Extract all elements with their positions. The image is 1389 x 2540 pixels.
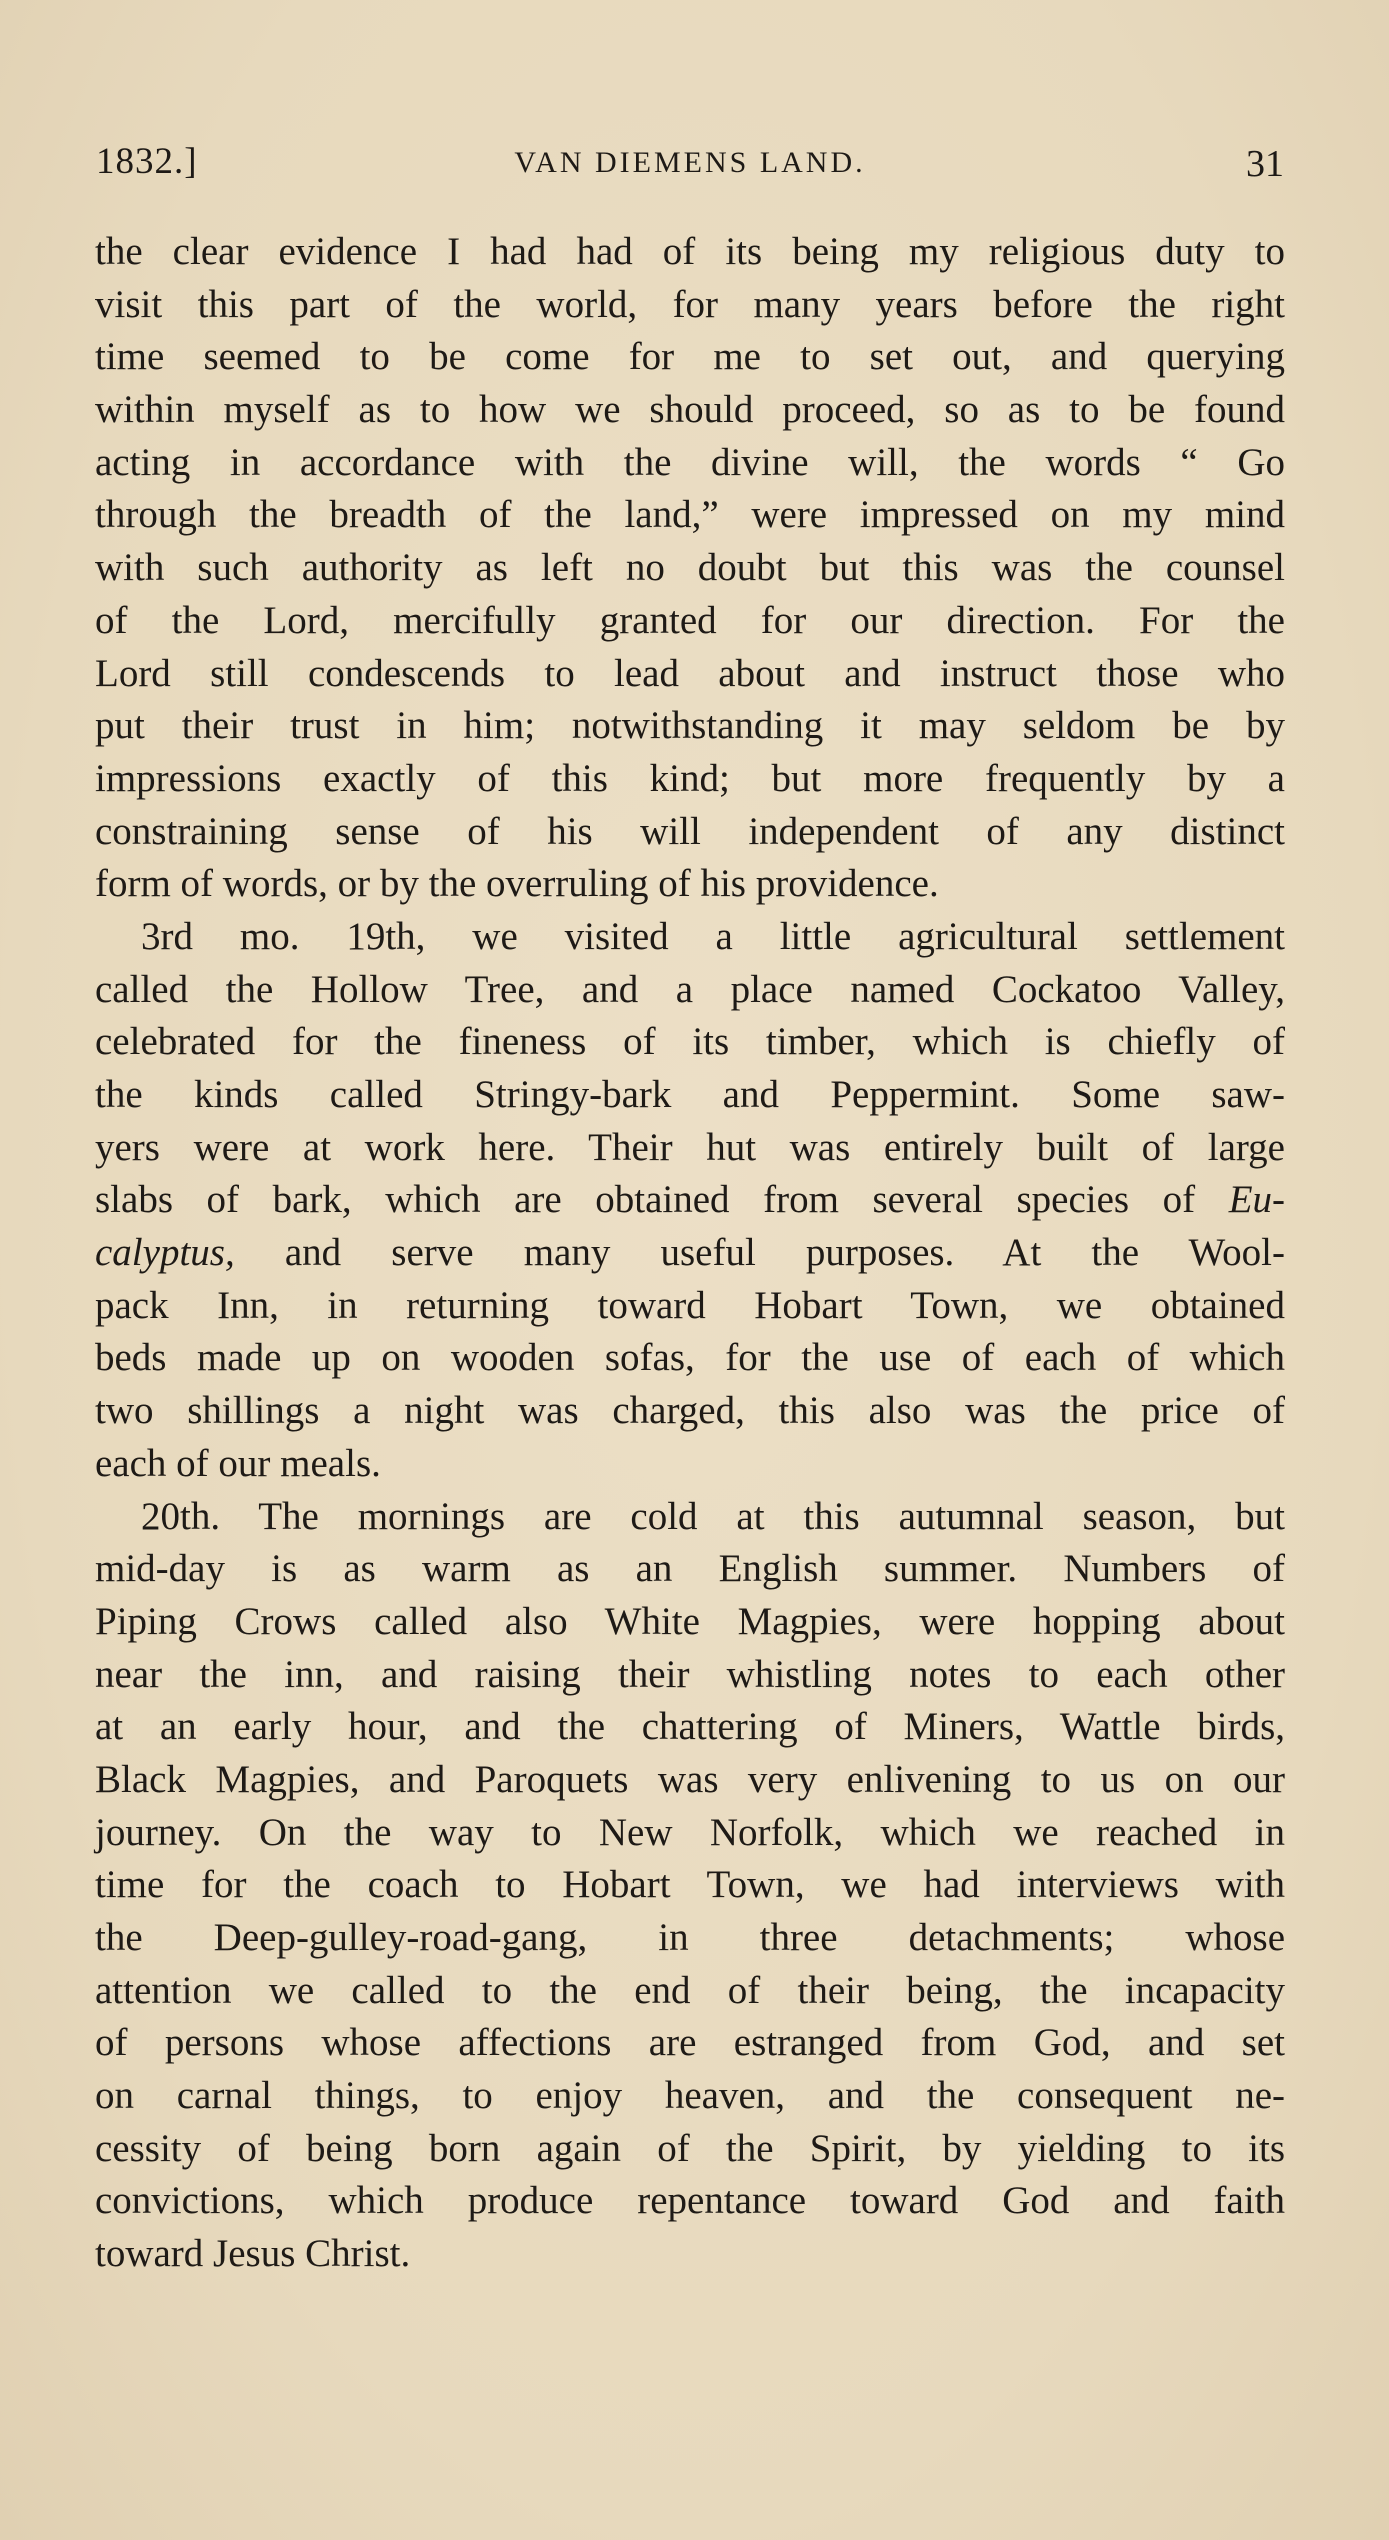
text-line: journey. On the way to New Norfolk, which we reached in	[95, 1810, 1285, 1854]
text-line: of the Lord, mercifully granted for our direction. For the	[95, 598, 1285, 642]
body-text	[95, 226, 1285, 2281]
text-line: each of our meals.	[95, 1441, 381, 1485]
text-line-with-italic	[95, 1227, 1285, 1280]
page-number: 31	[1246, 143, 1284, 185]
text-line: 3rd mo. 19th, we visited a little agricultural settlement	[141, 914, 1285, 958]
text-line: convictions, which produce repentance toward God and faith	[95, 2179, 1285, 2223]
text-line: the Deep-gulley-road-gang, in three detachments; whose	[95, 1916, 1285, 1959]
text-line: the clear evidence I had had of its being my religious duty to	[95, 230, 1285, 273]
text-line: attention we called to the end of their being, the incapacity	[95, 1968, 1285, 2012]
text-line: through the breadth of the land,” were impressed on my mind	[95, 493, 1285, 537]
text-line: with such authority as left no doubt but this was the counsel	[95, 546, 1285, 590]
text-line: put their trust in him; notwithstanding it may seldom be by	[95, 704, 1285, 748]
text-line: within myself as to how we should proceed, so as to be found	[95, 388, 1285, 432]
text-line: constraining sense of his will independent of any distinct	[95, 809, 1285, 853]
italic-text: calyptus,	[95, 1231, 235, 1275]
italic-text: Eu-	[1228, 1178, 1285, 1222]
text-line: Black Magpies, and Paroquets was very enlivening to us on our	[95, 1757, 1285, 1801]
text-segment: slabs of bark, which are obtained from several species of	[95, 1178, 1229, 1222]
text-line: beds made up on wooden sofas, for the use of each of which	[95, 1336, 1285, 1380]
text-line: form of words, or by the overruling of his providence.	[95, 862, 939, 906]
text-line: on carnal things, to enjoy heaven, and the consequent ne-	[95, 2074, 1285, 2118]
text-line: near the inn, and raising their whistling notes to each other	[95, 1652, 1285, 1696]
text-line: acting in accordance with the divine will, the words “ Go	[95, 440, 1285, 484]
text-line: Lord still condescends to lead about and instruct those who	[95, 651, 1285, 695]
text-line: visit this part of the world, for many years before the right	[95, 282, 1285, 326]
text-line-with-italic	[95, 1174, 1285, 1227]
text-line: impressions exactly of this kind; but more frequently by a	[95, 756, 1285, 800]
text-line: yers were at work here. Their hut was entirely built of large	[95, 1125, 1285, 1169]
text-line: at an early hour, and the chattering of Miners, Wattle birds,	[95, 1705, 1285, 1749]
text-line: of persons whose affections are estranged from God, and set	[95, 2021, 1285, 2065]
text-line: called the Hollow Tree, and a place named Cockatoo Valley,	[95, 967, 1285, 1011]
text-line: cessity of being born again of the Spirit, by yielding to its	[95, 2126, 1285, 2170]
text-line: pack Inn, in returning toward Hobart Town, we obtained	[95, 1283, 1285, 1327]
text-line: mid-day is as warm as an English summer. Numbers of	[95, 1547, 1285, 1591]
text-line: two shillings a night was charged, this also was the price of	[95, 1389, 1285, 1433]
text-line: time seemed to be come for me to set out, and querying	[95, 335, 1285, 379]
text-segment: and serve many useful purposes. At the Wool-	[234, 1231, 1285, 1275]
text-line: toward Jesus Christ.	[95, 2232, 411, 2276]
text-line: time for the coach to Hobart Town, we had interviews with	[95, 1863, 1285, 1907]
text-line: the kinds called Stringy-bark and Peppermint. Some saw-	[95, 1073, 1285, 1116]
text-line: 20th. The mornings are cold at this autumnal season, but	[141, 1494, 1285, 1538]
running-header	[96, 140, 1284, 200]
text-line: celebrated for the fineness of its timber, which is chiefly of	[95, 1020, 1285, 1064]
running-year: 1832.]	[96, 141, 198, 182]
text-line: Piping Crows called also White Magpies, were hopping about	[95, 1599, 1285, 1643]
running-title: VAN DIEMENS LAND.	[514, 146, 866, 179]
